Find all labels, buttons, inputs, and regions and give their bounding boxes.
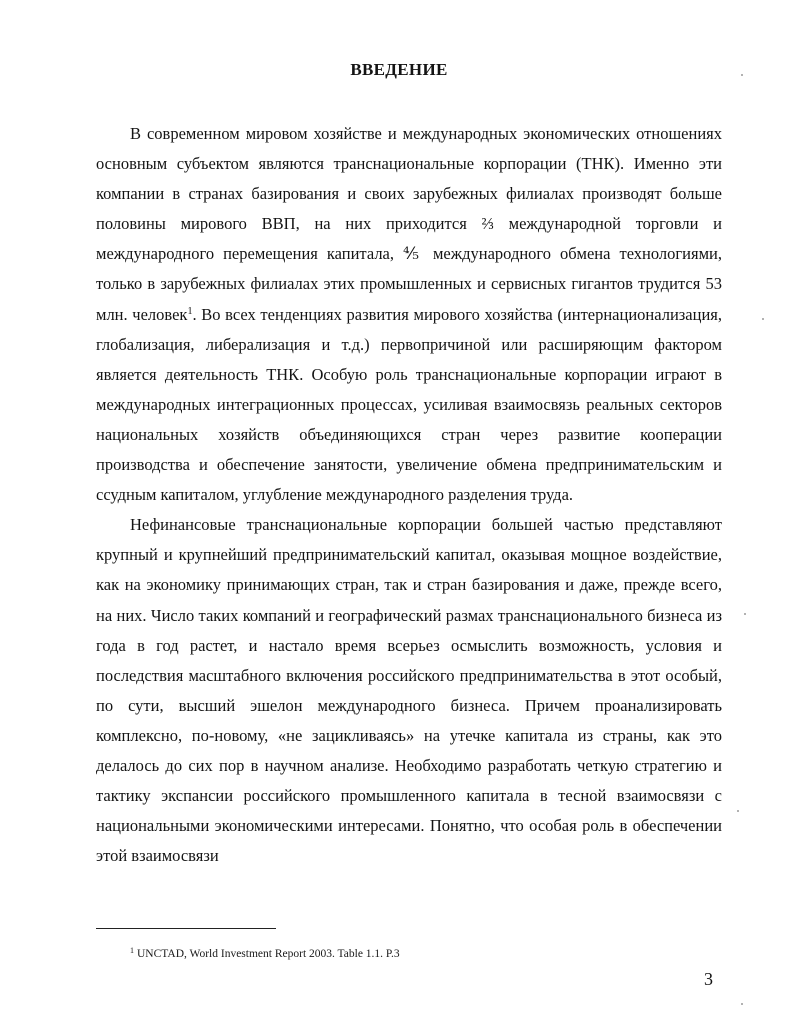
body-text [96, 119, 722, 871]
footnote-mark: 1 [130, 946, 134, 955]
page-title: ВВЕДЕНИЕ [350, 60, 448, 79]
footnote-separator [96, 928, 276, 929]
page-number: 3 [704, 969, 713, 989]
scan-speck [762, 318, 764, 320]
footnote-reference[interactable]: 1 [187, 305, 193, 317]
paragraph-1-text-start: В современном мировом хозяйстве и международных экономических отношениях основным субъектом являются транснациональные корпорации (ТНК). Именно эти компании в странах базирования и своих зарубежных филиалах производят больше половины мирового ВВП, на них приходится ⅔ международной торговли и международного перемещения капитала, ⅘ международного обмена технологиями, только в зарубежных филиалах этих промышленных и сервисных гигантов трудится 53 млн. человек [96, 124, 722, 324]
footnote [130, 946, 400, 960]
paragraph-1 [96, 119, 722, 510]
footnote-text: UNCTAD, World Investment Report 2003. Table 1.1. P.3 [137, 948, 400, 960]
paragraph-1-text-end: . Во всех тенденциях развития мирового хозяйства (интернационализация, глобализация, либерализация и т.д.) первопричиной или расширяющим фактором является деятельность ТНК. Особую роль транснациональные корпорации играют в международных интеграционных процессах, усиливая взаимосвязь реальных секторов национальных хозяйств объединяющихся стран через развитие кооперации производства и обеспечение занятости, увеличение обмена предпринимательским и ссудным капиталом, углубление международного разделения труда. [96, 304, 722, 505]
scan-speck [741, 74, 743, 76]
scan-speck [741, 1003, 743, 1005]
scan-speck [737, 810, 739, 812]
paragraph-2: Нефинансовые транснациональные корпорации большей частью представляют крупный и крупнейший предпринимательский капитал, оказывая мощное воздействие, как на экономику принимающих стран, так и стран базирования и даже, прежде всего, на них. Число таких компаний и географический размах транснационального бизнеса из года в год растет, и настало время всерьез осмыслить возможность, условия и последствия масштабного включения российского предпринимательства в этот особый, по сути, высший эшелон международного бизнеса. Причем проанализировать комплексно, по-новому, «не зацикливаясь» на утечке капитала из страны, как это делалось до сих пор в научном анализе. Необходимо разработать четкую стратегию и тактику экспансии российского промышленного капитала в тесной взаимосвязи с национальными экономическими интересами. Понятно, что особая роль в обеспечении этой взаимосвязи [96, 515, 722, 866]
scan-speck [744, 613, 746, 615]
